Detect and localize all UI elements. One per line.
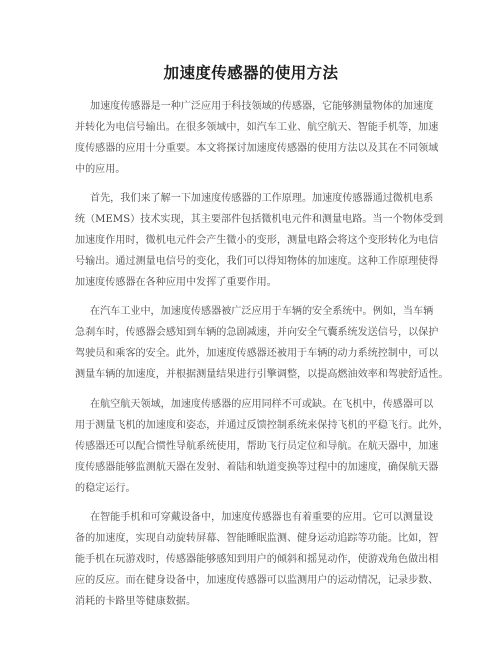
- text-line: 的稳定运行。: [75, 483, 136, 494]
- text-line: 统（MEMS）技术实现，其主要部件包括微机电元件和测量电路。当一个物体受到: [75, 214, 444, 225]
- text-line: 用于测量飞机的加速度和姿态，并通过反馈控制系统来保持飞机的平稳飞行。此外，: [75, 420, 449, 431]
- text-line: 度传感器的应用十分重要。本文将探讨加速度传感器的使用方法以及其在不同领域: [75, 143, 439, 154]
- text-line: 加速度传感器在各种应用中发挥了重要作用。: [75, 277, 277, 288]
- text-line: 度传感器能够监测航天器在发射、着陆和轨道变换等过程中的加速度，确保航天器: [75, 462, 439, 473]
- text-line: 首先，我们来了解一下加速度传感器的工作原理。加速度传感器通过微机电系: [90, 193, 434, 204]
- text-line: 在航空航天领域，加速度传感器的应用同样不可或缺。在飞机中，传感器可以: [90, 399, 434, 410]
- text-line: 号输出。通过测量电信号的变化，我们可以得知物体的加速度。这种工作原理使得: [75, 256, 439, 267]
- text-line: 急刹车时，传感器会感知到车辆的急剧减速，并向安全气囊系统发送信号，以保护: [75, 327, 439, 338]
- text-line: 传感器还可以配合惯性导航系统使用，帮助飞行员定位和导航。在航天器中，加速: [75, 441, 439, 452]
- text-line: 在汽车工业中，加速度传感器被广泛应用于车辆的安全系统中。例如，当车辆: [90, 306, 434, 317]
- text-line: 备的加速度，实现自动旋转屏幕、智能睡眠监测、健身运动追踪等功能。比如，智: [75, 533, 439, 544]
- text-line: 能手机在玩游戏时，传感器能够感知到用户的倾斜和摇晃动作，使游戏角色做出相: [75, 554, 439, 565]
- text-line: 并转化为电信号输出。在很多领域中，如汽车工业、航空航天、智能手机等，加速: [75, 122, 439, 133]
- text-line: 加速度传感器是一种广泛应用于科技领域的传感器，它能够测量物体的加速度: [90, 101, 434, 112]
- text-line: 消耗的卡路里等健康数据。: [75, 596, 197, 607]
- text-line: 测量车辆的加速度，并根据测量结果进行引擎调整，以提高燃油效率和驾驶舒适性。: [75, 369, 449, 380]
- document-title: 加速度传感器的使用方法: [163, 64, 339, 82]
- text-line: 中的应用。: [75, 164, 126, 175]
- text-line: 加速度作用时，微机电元件会产生微小的变形，测量电路会将这个变形转化为电信: [75, 235, 439, 246]
- text-line: 应的反应。而在健身设备中，加速度传感器可以监测用户的运动情况，记录步数、: [75, 575, 439, 586]
- text-line: 在智能手机和可穿戴设备中，加速度传感器也有着重要的应用。它可以测量设: [90, 512, 434, 523]
- text-line: 驾驶员和乘客的安全。此外，加速度传感器还被用于车辆的动力系统控制中，可以: [75, 348, 439, 359]
